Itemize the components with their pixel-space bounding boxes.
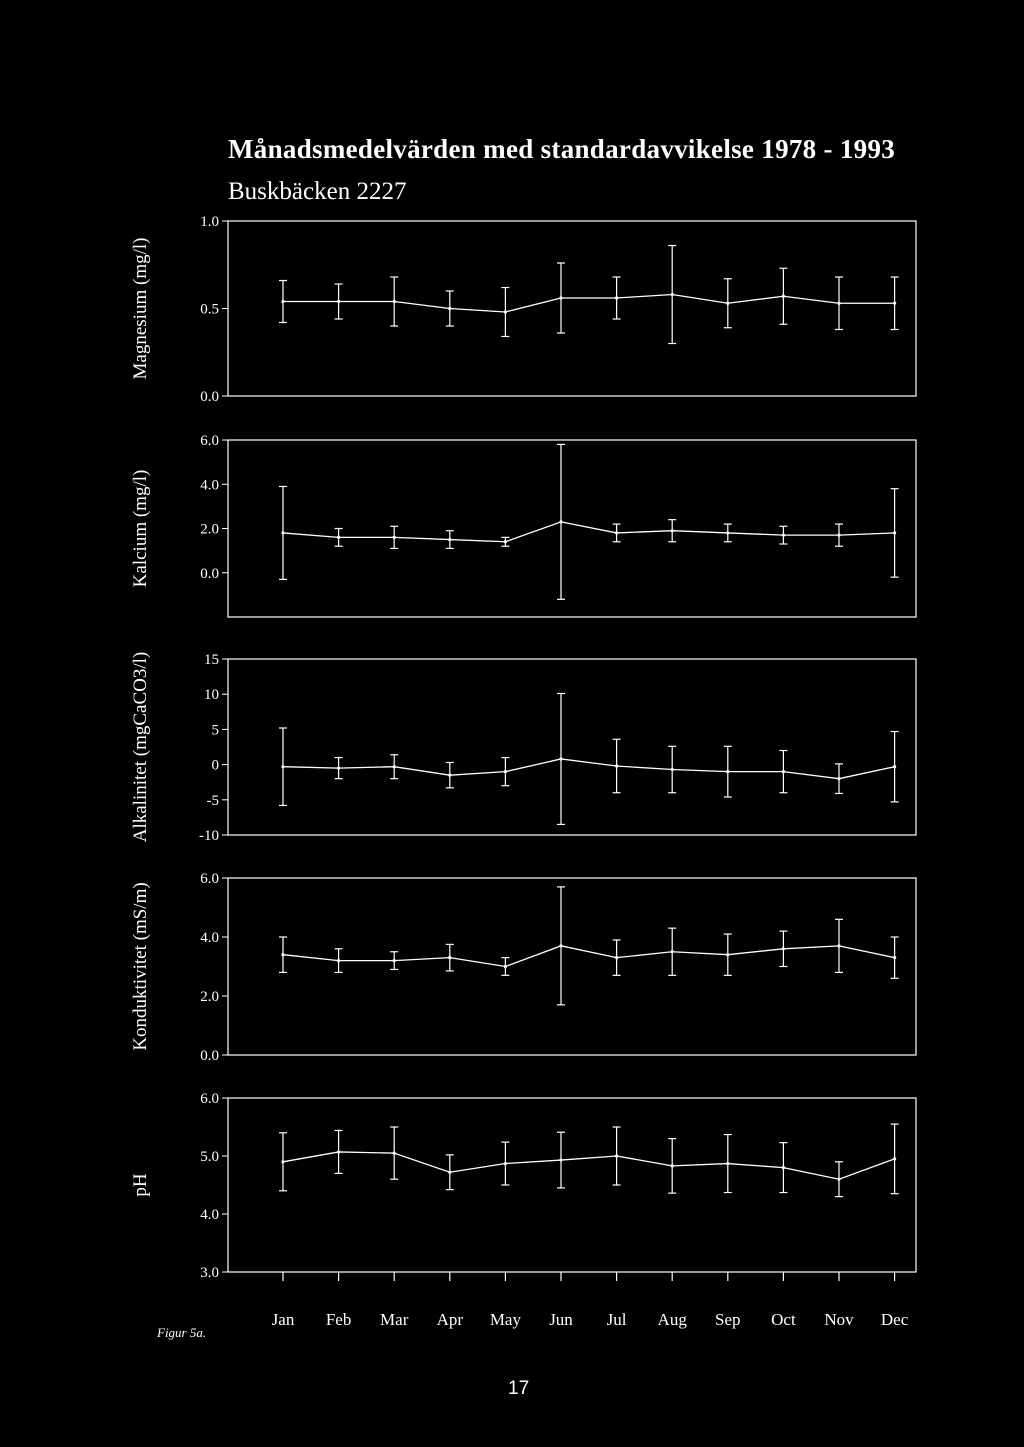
y-tick-label: 0.0 (200, 1048, 219, 1064)
data-point (281, 953, 284, 956)
series-line (283, 295, 895, 313)
y-axis-label: Kalcium (mg/l) (130, 469, 151, 588)
x-tick-label: Dec (880, 1310, 909, 1329)
data-point (504, 965, 507, 968)
chart-subtitle: Buskbäcken 2227 (228, 178, 407, 205)
x-tick-label: Feb (325, 1310, 352, 1329)
y-axis-label: Alkalinitet (mgCaCO3/l) (130, 651, 151, 843)
series-line (283, 522, 895, 542)
data-point (448, 956, 451, 959)
plot-frame (228, 440, 916, 617)
data-point (281, 300, 284, 303)
y-tick-label: 0.5 (200, 301, 219, 318)
data-point (782, 947, 785, 950)
data-point (893, 1157, 896, 1160)
data-point (504, 310, 507, 313)
y-tick-label: 4.0 (200, 477, 219, 494)
data-point (671, 293, 674, 296)
y-tick-label: 2.0 (200, 521, 219, 538)
y-tick-label: -10 (199, 828, 219, 844)
x-tick-label: Sep (715, 1310, 741, 1329)
data-point (448, 538, 451, 541)
data-point (615, 531, 618, 534)
data-point (281, 531, 284, 534)
series-line (283, 946, 895, 967)
data-point (726, 531, 729, 534)
data-point (337, 300, 340, 303)
data-point (837, 302, 840, 305)
data-point (337, 767, 340, 770)
data-point (448, 1171, 451, 1174)
data-point (837, 1178, 840, 1181)
y-tick-label: 6.0 (200, 871, 219, 887)
figure-label: Figur 5a. (157, 1325, 207, 1340)
data-point (671, 768, 674, 771)
x-tick-label: Jul (606, 1310, 627, 1329)
data-point (615, 956, 618, 959)
data-point (337, 1150, 340, 1153)
data-point (559, 296, 562, 299)
y-tick-label: 4.0 (200, 930, 219, 946)
data-point (893, 765, 896, 768)
data-point (671, 529, 674, 532)
y-axis-label: Konduktivitet (mS/m) (130, 882, 151, 1051)
y-tick-label: 5 (211, 722, 219, 739)
x-tick-label: Mar (380, 1310, 409, 1329)
y-tick-label: 2.0 (200, 989, 219, 1005)
x-tick-label: Oct (771, 1310, 796, 1329)
data-point (671, 1164, 674, 1167)
data-point (893, 531, 896, 534)
data-point (893, 302, 896, 305)
data-point (337, 536, 340, 539)
data-point (448, 307, 451, 310)
plot-frame (228, 1098, 916, 1272)
data-point (559, 757, 562, 760)
data-point (281, 765, 284, 768)
chart-title: Månadsmedelvärden med standardavvikelse 1978 - 1993 (228, 134, 896, 164)
data-point (782, 1166, 785, 1169)
y-tick-label: 3.0 (200, 1265, 219, 1281)
data-point (504, 1162, 507, 1165)
data-point (448, 774, 451, 777)
data-point (837, 944, 840, 947)
data-point (615, 296, 618, 299)
data-point (782, 534, 785, 537)
y-tick-label: 10 (204, 687, 219, 704)
y-tick-label: 5.0 (200, 1149, 219, 1165)
data-point (337, 959, 340, 962)
y-axis-label: Magnesium (mg/l) (130, 237, 151, 380)
data-point (726, 953, 729, 956)
data-point (615, 764, 618, 767)
data-point (393, 536, 396, 539)
data-point (782, 295, 785, 298)
data-point (504, 770, 507, 773)
data-point (782, 770, 785, 773)
y-tick-label: 0.0 (200, 565, 219, 582)
plot-frame (228, 221, 916, 396)
y-axis-label: pH (130, 1173, 151, 1197)
y-tick-label: 15 (204, 652, 219, 668)
data-point (726, 302, 729, 305)
data-point (615, 1154, 618, 1157)
data-point (504, 540, 507, 543)
x-tick-label: Aug (657, 1310, 687, 1329)
series-line (283, 1152, 895, 1179)
y-tick-label: 6.0 (200, 433, 219, 449)
data-point (893, 956, 896, 959)
data-point (559, 520, 562, 523)
y-tick-label: 4.0 (200, 1207, 219, 1223)
y-tick-label: -5 (206, 792, 219, 809)
data-point (837, 534, 840, 537)
data-point (281, 1160, 284, 1163)
data-point (393, 300, 396, 303)
data-point (671, 950, 674, 953)
x-tick-label: Nov (824, 1310, 854, 1329)
data-point (726, 770, 729, 773)
data-point (559, 1158, 562, 1161)
data-point (393, 765, 396, 768)
x-tick-label: Jun (549, 1310, 573, 1329)
data-point (726, 1162, 729, 1165)
y-tick-label: 6.0 (200, 1091, 219, 1107)
page-number: 17 (508, 1378, 530, 1399)
data-point (559, 944, 562, 947)
data-point (393, 959, 396, 962)
data-point (837, 777, 840, 780)
y-tick-label: 0.0 (200, 389, 219, 405)
y-tick-label: 0 (211, 757, 219, 774)
y-tick-label: 1.0 (200, 214, 219, 230)
plot-frame (228, 659, 916, 835)
x-tick-label: May (489, 1310, 521, 1329)
data-point (393, 1152, 396, 1155)
plot-frame (228, 878, 916, 1055)
x-tick-label: Apr (436, 1310, 464, 1329)
series-line (283, 759, 895, 779)
x-tick-label: Jan (271, 1310, 295, 1329)
